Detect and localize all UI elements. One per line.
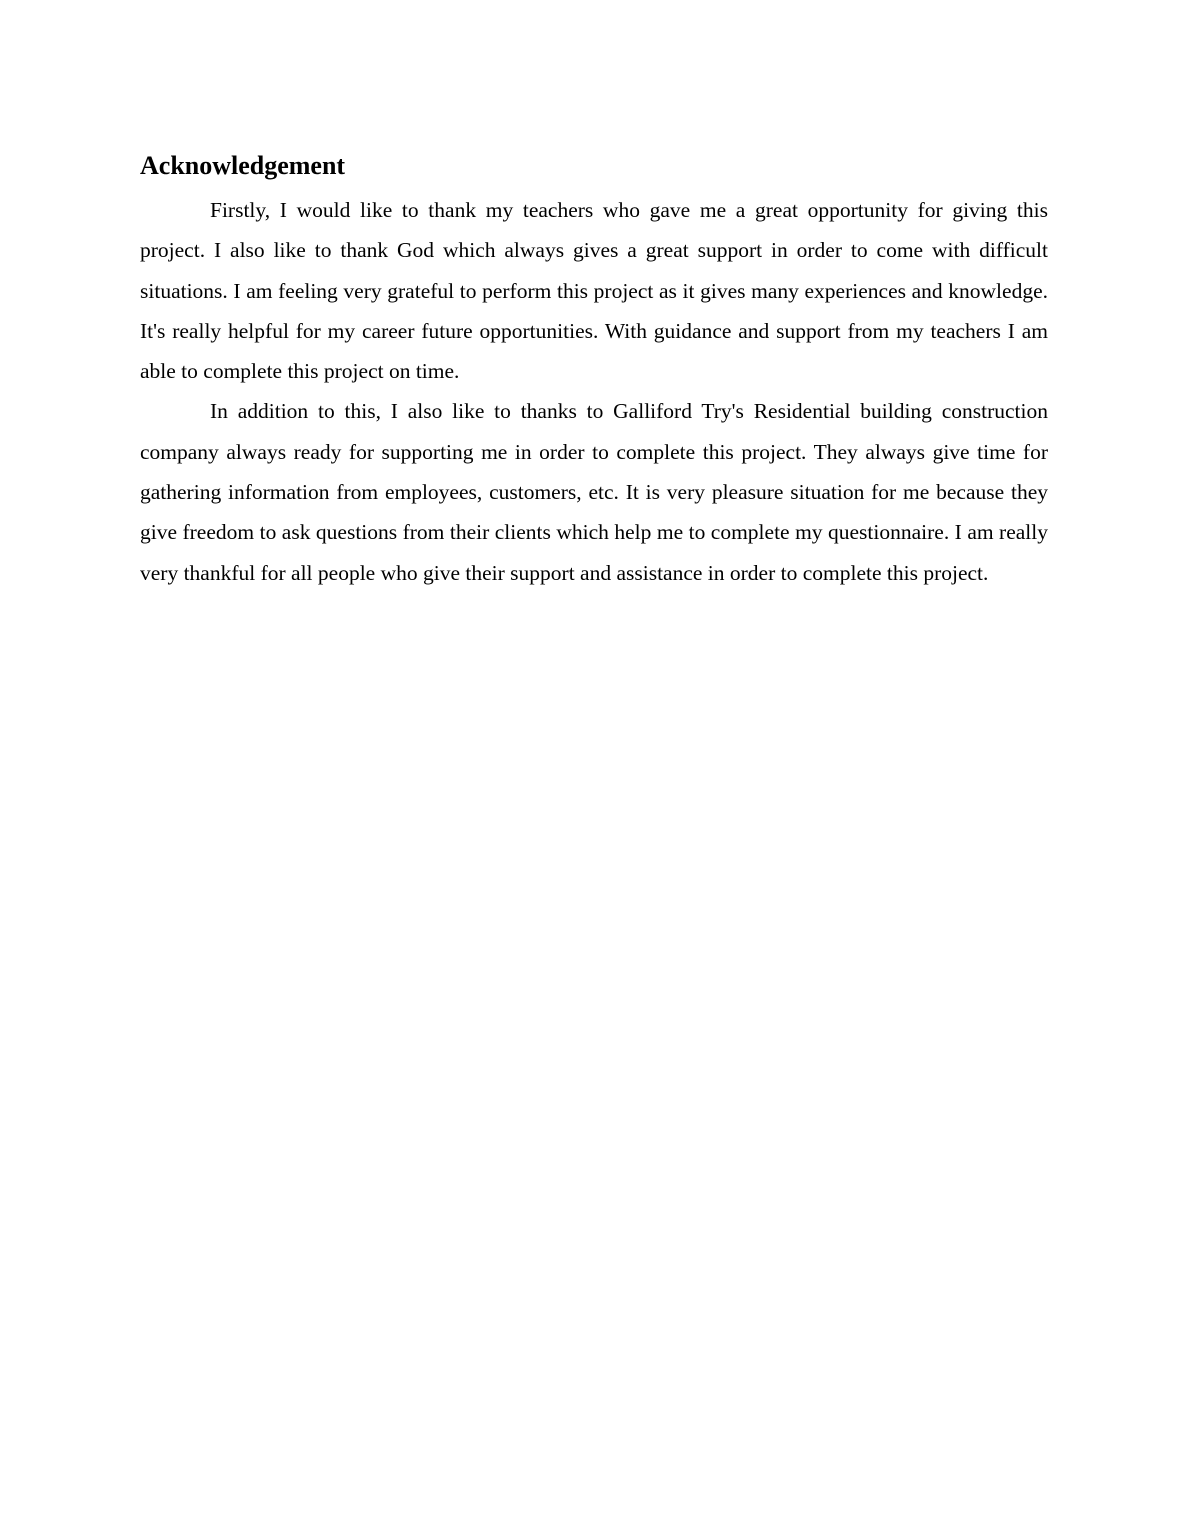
paragraph-1: Firstly, I would like to thank my teachers who gave me a great opportunity for giving this project. I also like to thank God which always gives a great support in order to come with difficult situations. I am feeling very grateful to perform this project as it gives many experiences and knowledge. It's really helpful for my career future opportunities. With guidance and support from my teachers I am able to complete this project on time. [140,198,1048,384]
page-title: Acknowledgement [140,151,346,180]
paragraph-2: In addition to this, I also like to thanks to Galliford Try's Residential building construction company always ready for supporting me in order to complete this project. They always give time for gathering information from employees, customers, etc. It is very pleasure situation for me because they give freedom to ask questions from their clients which help me to complete my questionnaire. I am really very thankful for all people who give their support and assistance in order to complete this project. [140,399,1048,585]
document-body [140,148,1048,593]
